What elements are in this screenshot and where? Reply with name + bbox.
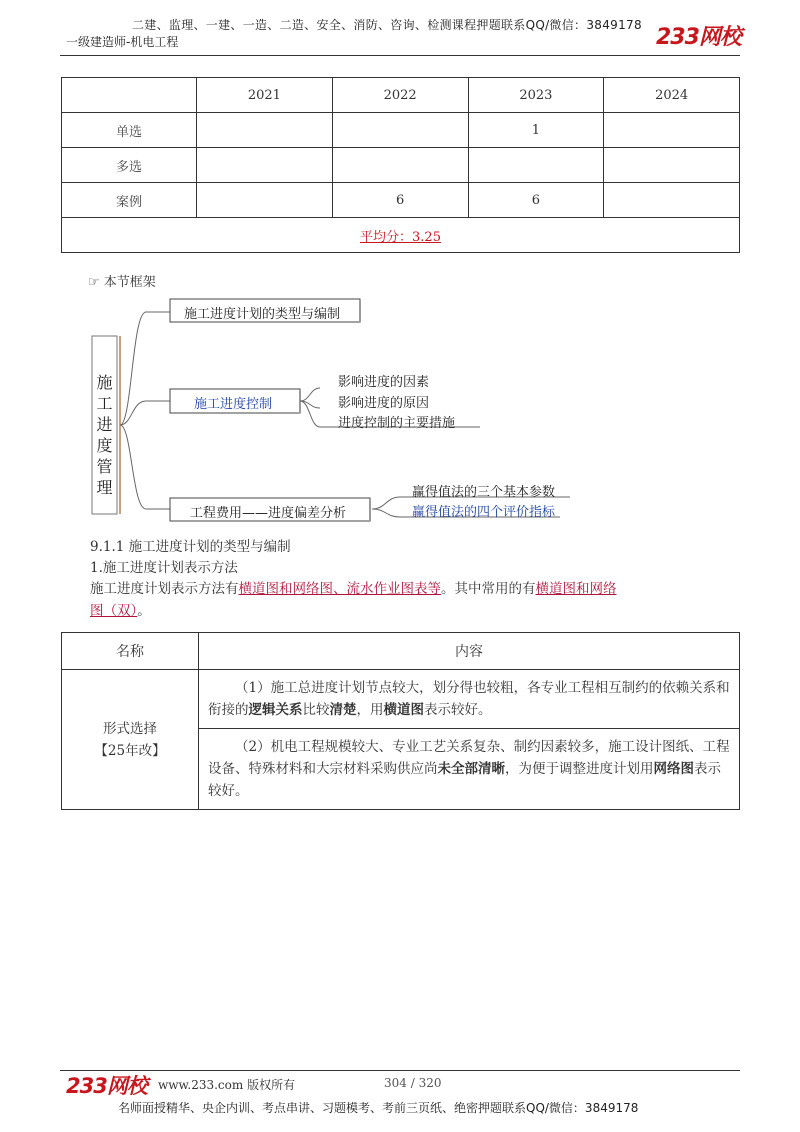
text-run: 。其中常用的有 [441, 581, 536, 597]
bold-text: 逻辑关系 [248, 702, 303, 718]
page-number: 304 / 320 [384, 1076, 442, 1090]
root-char: 度 [96, 436, 113, 455]
framework-leaf: 影响进度的因素 [338, 375, 430, 390]
bold-text: 未全部清晰 [437, 761, 505, 777]
content-text [200, 730, 738, 808]
header-contact-line: 二建、监理、一建、一造、二造、安全、消防、咨询、检测课程押题联系QQ/微信：3849178 [132, 18, 642, 32]
footer-divider [60, 1070, 740, 1071]
section-heading: 9.1.1 施工进度计划的类型与编制 [90, 539, 291, 555]
emphasis-text: 图（双） [90, 603, 138, 619]
column-header: 内容 [199, 633, 740, 670]
text-run: 比较 [302, 702, 330, 718]
footer-logo: 233网校 [66, 1074, 147, 1098]
text-run: 表示较好。 [208, 761, 721, 799]
year-header: 2021 [197, 78, 333, 113]
emphasis-text: 横道图和网络图、流水作业图表等 [238, 581, 441, 597]
content-cell [199, 670, 740, 729]
framework-root [92, 372, 117, 498]
table-cell: 1 [468, 113, 604, 148]
table-row [62, 670, 740, 729]
year-header: 2022 [332, 78, 468, 113]
root-char: 施 [96, 373, 113, 392]
bold-text: 清楚 [329, 702, 357, 718]
text-run: 。 [137, 603, 151, 619]
content-cell [199, 729, 740, 810]
year-header: 2023 [468, 78, 604, 113]
table-cell: 6 [332, 183, 468, 218]
connector-b2-c1 [300, 388, 320, 401]
connector-branch3 [120, 425, 170, 509]
table-cell: 6 [468, 183, 604, 218]
row-label: 单选 [62, 113, 197, 148]
year-header: 2024 [604, 78, 740, 113]
text-run: 表示较好。 [424, 702, 492, 718]
row-name: 形式选择 [103, 720, 157, 737]
framework-title: ☞ 本节框架 [88, 275, 156, 290]
brand-logo: 233网校 [656, 25, 741, 50]
table-header-row [62, 633, 740, 670]
text-run: 施工进度计划表示方法有 [90, 581, 239, 597]
root-char: 进 [96, 415, 113, 434]
text-run: ，为便于调整进度计划用 [505, 761, 654, 777]
text-run: （2）机电工程规模较大、专业工艺关系复杂、制约因素较多，施工设计图纸、工程设备、特殊材料和大宗材料采购供应尚 [208, 739, 730, 777]
framework-connectors [0, 0, 800, 540]
average-score: 平均分：3.25 [360, 229, 441, 245]
framework-leaf: 进度控制的主要措施 [338, 416, 456, 431]
framework-leaf: 影响进度的原因 [338, 396, 430, 411]
footer-site: www.233.com 版权所有 [158, 1078, 296, 1092]
framework-branch-plan: 施工进度计划的类型与编制 [184, 307, 341, 322]
framework-branch-cost: 工程费用——进度偏差分析 [190, 506, 347, 521]
root-char: 管 [96, 457, 113, 476]
name-cell [62, 670, 199, 810]
row-label: 案例 [62, 183, 197, 218]
bold-text: 网络图 [653, 761, 694, 777]
row-tag: 【25年改】 [94, 742, 166, 759]
column-header: 名称 [62, 633, 199, 670]
content-table [61, 632, 740, 810]
footer-contact-line: 名师面授精华、央企内训、考点串讲、习题模考、考前三页纸、绝密押题联系QQ/微信：3849178 [118, 1101, 639, 1115]
subsection-heading: 1.施工进度计划表示方法 [90, 560, 238, 576]
emphasis-text: 横道图和网络 [535, 581, 617, 597]
root-char: 工 [96, 394, 113, 413]
connector-branch1 [120, 312, 170, 425]
header-subtitle: 一级建造师-机电工程 [66, 35, 179, 49]
framework-leaf: 赢得值法的四个评价指标 [412, 505, 556, 520]
intro-paragraph [90, 578, 690, 622]
text-run: （1）施工总进度计划节点较大，划分得也较粗，各专业工程相互制约的依赖关系和衔接的 [208, 680, 730, 718]
row-label: 多选 [62, 148, 197, 183]
text-run: ，用 [356, 702, 384, 718]
framework-leaf: 赢得值法的三个基本参数 [412, 485, 556, 500]
bold-text: 横道图 [383, 702, 424, 718]
framework-branch-control: 施工进度控制 [194, 397, 273, 412]
content-text [200, 671, 738, 727]
root-char: 理 [96, 478, 113, 497]
